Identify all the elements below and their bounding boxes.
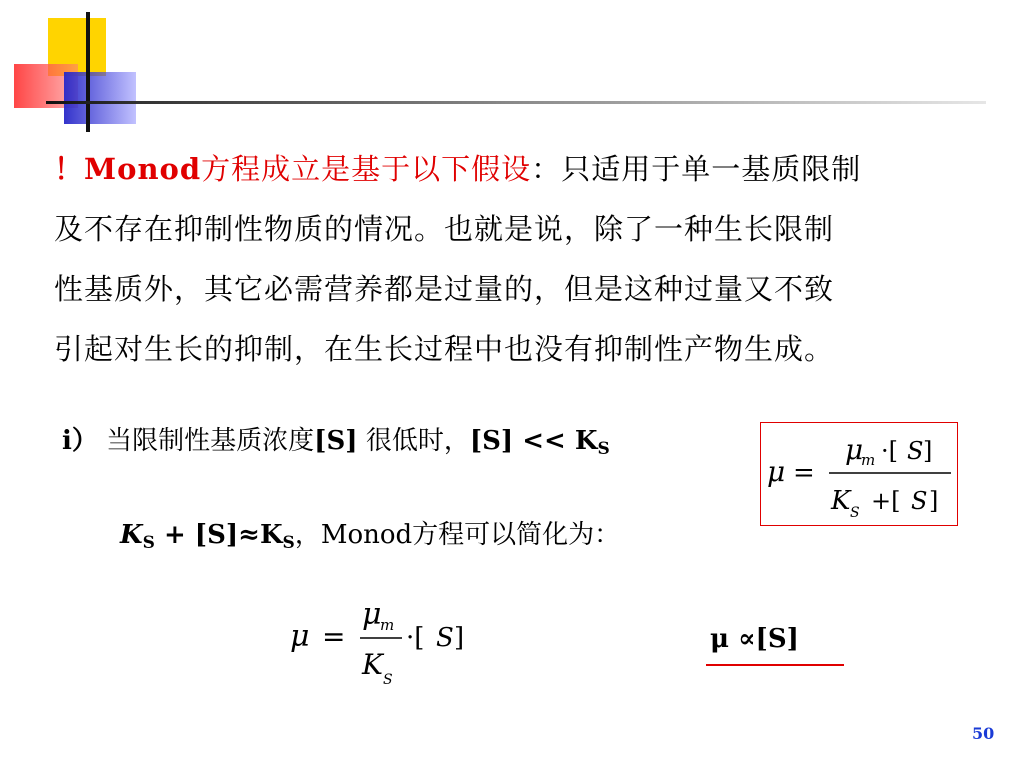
case-i-condition-sub: S [597, 439, 610, 459]
formula-den-sub: S [850, 505, 860, 521]
formula-num-mu: μ [845, 433, 864, 466]
simple-mu: μ [290, 619, 310, 654]
simplify-k2-sub: S [282, 533, 295, 553]
para-line-2: 及不存在抑制性物质的情况。也就是说，除了一种生长限制 [54, 212, 835, 246]
formula-equals: = [793, 458, 815, 488]
case-i-text1: 当限制性基质浓度 [106, 426, 315, 456]
formula-num-sub: m [861, 451, 876, 469]
simple-s: S [436, 623, 454, 653]
simplify-k: K [120, 520, 143, 550]
simple-equals: = [322, 620, 346, 653]
case-i-line [62, 420, 610, 459]
case-i-condition: [S] << K [469, 426, 598, 456]
formula-mu: μ [767, 455, 786, 488]
monod-formula-box [760, 422, 958, 526]
decor-horizontal-rule [46, 101, 986, 104]
case-i-text2: 很低时， [365, 426, 470, 456]
simplify-k-sub: S [142, 533, 155, 553]
simplify-plus: + [S]≈K [154, 520, 283, 550]
case-i-label: i） [62, 426, 98, 456]
simple-close: ] [454, 623, 465, 653]
monod-formula [761, 423, 957, 525]
simplify-line [120, 514, 620, 553]
formula-num-s: S [907, 437, 924, 465]
decor-blue-square [64, 72, 136, 124]
proportional-underline [706, 664, 844, 666]
para-line-1 [54, 139, 964, 199]
formula-num-dot: ·[ [881, 437, 898, 465]
decor-vertical-line [86, 12, 90, 132]
para-line-3: 性基质外，其它必需营养都是过量的，但是这种过量又不致 [54, 272, 835, 306]
red-exclamation: ！ [54, 152, 85, 186]
red-heading-text: 方程成立是基于以下假设 [201, 152, 532, 186]
formula-den-k: K [831, 486, 851, 516]
simple-num-sub: m [380, 616, 395, 634]
simple-num-mu: μ [362, 597, 382, 632]
simple-den-k: K [362, 648, 383, 681]
red-monod: Monod [84, 152, 202, 186]
formula-den-plus: +[ [871, 487, 901, 515]
simplify-text: ，Monod方程可以简化为： [294, 520, 621, 550]
simple-mid: ·[ [406, 623, 425, 653]
formula-den-close: ] [929, 487, 939, 515]
simplified-formula-svg [282, 592, 492, 702]
case-i-s-bracket: [S] [314, 426, 358, 456]
formula-den-s: S [911, 487, 928, 515]
simple-den-sub: S [383, 672, 393, 688]
page-number: 50 [972, 724, 995, 743]
proportional-relation: μ ∝[S] [710, 624, 799, 654]
formula-num-close: ] [923, 437, 933, 465]
assumption-paragraph [54, 139, 964, 379]
line-1-rest: ：只适用于单一基质限制 [531, 152, 862, 186]
simplified-formula [282, 592, 492, 702]
para-line-4: 引起对生长的抑制，在生长过程中也没有抑制性产物生成。 [54, 332, 835, 366]
